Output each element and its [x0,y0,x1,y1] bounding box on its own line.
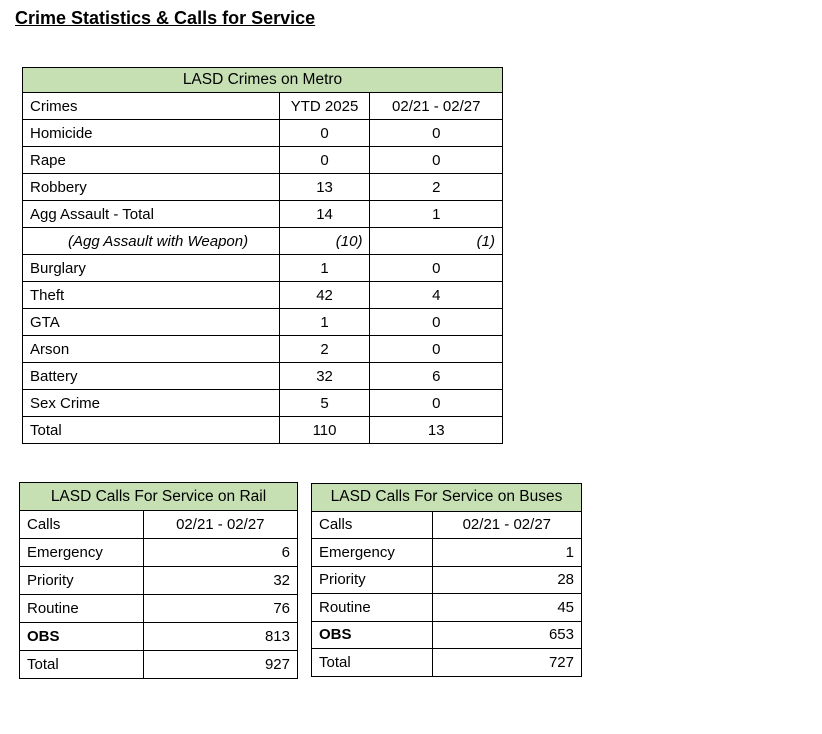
table-row [23,228,503,255]
call-count: 1 [432,539,581,567]
call-type-label: Routine [20,595,144,623]
table-title-row [20,483,298,511]
crimes-table-title: LASD Crimes on Metro [23,68,503,93]
table-total-row [20,651,298,679]
call-total: 727 [432,649,581,677]
table-row [23,390,503,417]
table-total-row [23,417,503,444]
table-row [23,336,503,363]
crime-label: Robbery [23,174,280,201]
crime-label: GTA [23,309,280,336]
call-count: 28 [432,566,581,594]
week-value: 2 [370,174,503,201]
ytd-value: 0 [279,147,370,174]
table-header-row [20,511,298,539]
week-value: 0 [370,336,503,363]
table-row [20,539,298,567]
table-row [20,567,298,595]
week-value: 4 [370,282,503,309]
call-count: 76 [143,595,297,623]
rail-table-title: LASD Calls For Service on Rail [20,483,298,511]
column-header: Calls [20,511,144,539]
table-title-row [312,484,582,512]
table-row [312,594,582,622]
call-count: 813 [143,623,297,651]
week-value: 0 [370,309,503,336]
ytd-value: 1 [279,309,370,336]
total-label: Total [312,649,433,677]
column-header: 02/21 - 02/27 [370,93,503,120]
table-row [23,174,503,201]
table-row [20,595,298,623]
call-type-label: Priority [312,566,433,594]
ytd-total: 110 [279,417,370,444]
page-title: Crime Statistics & Calls for Service [15,8,316,28]
table-total-row [312,649,582,677]
call-count: 45 [432,594,581,622]
call-count: 32 [143,567,297,595]
column-header: Calls [312,511,433,539]
call-type-label: Emergency [20,539,144,567]
crime-label: Sex Crime [23,390,280,417]
ytd-value: 2 [279,336,370,363]
crime-label: (Agg Assault with Weapon) [23,228,280,255]
crime-label: Rape [23,147,280,174]
call-type-label: Routine [312,594,433,622]
call-type-label: OBS [20,623,144,651]
week-value: 0 [370,390,503,417]
total-label: Total [20,651,144,679]
crime-label: Burglary [23,255,280,282]
table-row [23,120,503,147]
ytd-value: 42 [279,282,370,309]
crime-label: Theft [23,282,280,309]
table-row [23,201,503,228]
week-value: (1) [370,228,503,255]
ytd-value: 14 [279,201,370,228]
week-value: 0 [370,120,503,147]
column-header: YTD 2025 [279,93,370,120]
table-row [312,621,582,649]
column-header: Crimes [23,93,280,120]
table-row [312,539,582,567]
crime-label: Homicide [23,120,280,147]
column-header: 02/21 - 02/27 [143,511,297,539]
call-total: 927 [143,651,297,679]
call-type-label: Priority [20,567,144,595]
table-row [23,309,503,336]
total-label: Total [23,417,280,444]
week-value: 0 [370,147,503,174]
table-title-row [23,68,503,93]
table-row [23,363,503,390]
call-count: 653 [432,621,581,649]
ytd-value: 32 [279,363,370,390]
call-type-label: OBS [312,621,433,649]
ytd-value: (10) [279,228,370,255]
crime-label: Agg Assault - Total [23,201,280,228]
table-row [23,255,503,282]
call-type-label: Emergency [312,539,433,567]
ytd-value: 5 [279,390,370,417]
crime-label: Arson [23,336,280,363]
week-value: 6 [370,363,503,390]
bus-calls-table [311,483,582,677]
week-total: 13 [370,417,503,444]
rail-calls-table [19,482,298,679]
ytd-value: 1 [279,255,370,282]
column-header: 02/21 - 02/27 [432,511,581,539]
table-header-row [312,511,582,539]
table-header-row [23,93,503,120]
ytd-value: 13 [279,174,370,201]
week-value: 0 [370,255,503,282]
crimes-table [22,67,503,444]
table-row [312,566,582,594]
ytd-value: 0 [279,120,370,147]
call-count: 6 [143,539,297,567]
table-row [23,282,503,309]
crime-label: Battery [23,363,280,390]
table-row [20,623,298,651]
buses-table-title: LASD Calls For Service on Buses [312,484,582,512]
week-value: 1 [370,201,503,228]
table-row [23,147,503,174]
